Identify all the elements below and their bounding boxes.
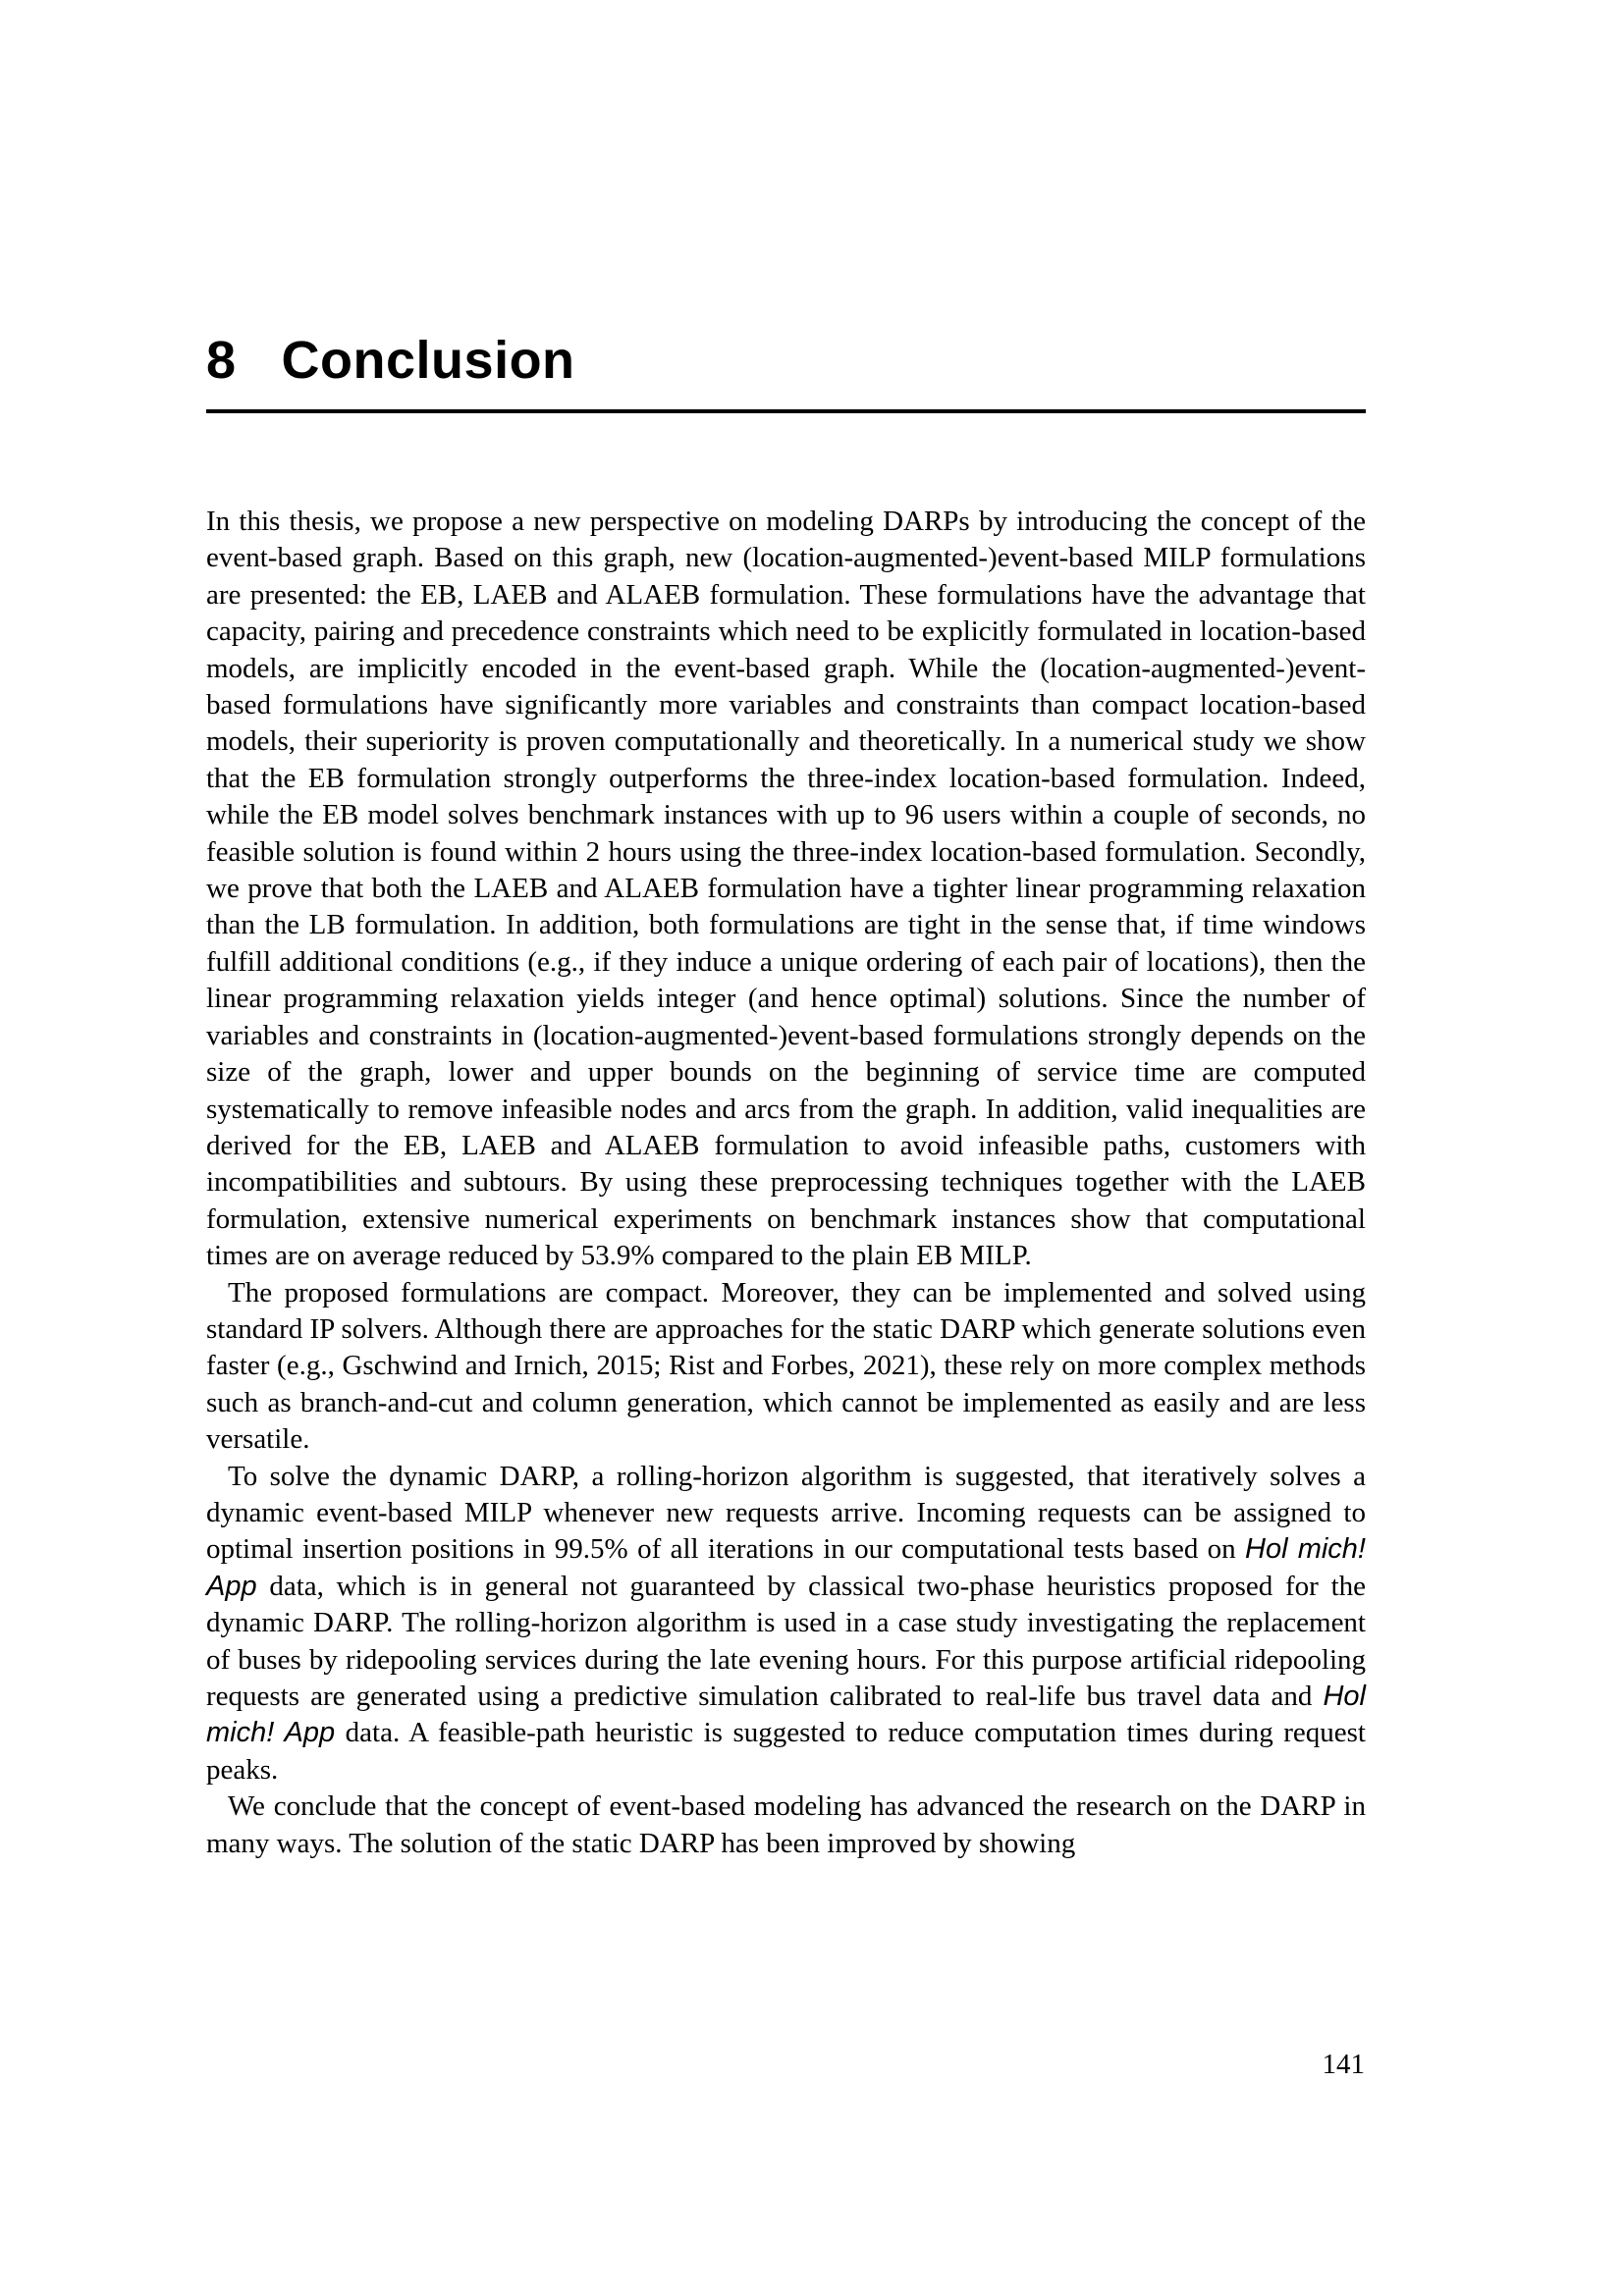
page-number: 141: [1322, 2049, 1365, 2080]
brand-name: Hol mich! App: [206, 1681, 1366, 1749]
chapter-body: [206, 504, 1366, 1862]
chapter-number: 8: [206, 331, 237, 390]
paragraph: [206, 504, 1366, 1275]
paragraph-text: data, which is in general not guaranteed by classical two-phase heuristics proposed for the dynamic DARP. The rolling-horizon algorithm is used in a case study investigating the replacement of buses by ridepooling services during the late evening hours. For this purpose artificial ridepooling requests are generated using a predictive simulation calibrated to real-life bus travel data and: [206, 1570, 1366, 1712]
paragraph-text: To solve the dynamic DARP, a rolling-horizon algorithm is suggested, that iteratively solves a dynamic event-based MILP whenever new requests arrive. Incoming requests can be assigned to optimal insertion positions in 99.5% of all iterations in our computational tests based on: [206, 1460, 1366, 1566]
heading-rule-divider: [206, 409, 1366, 413]
paragraph-text: In this thesis, we propose a new perspective on modeling DARPs by introducing the concept of the event-based graph. Based on this graph, new (location-augmented-)event-based MILP formulations are presented: the EB, LAEB and ALAEB formulation. These formulations have the advantage that capacity, pairing and precedence constraints which need to be explicitly formulated in location-based models, are implicitly encoded in the event-based graph. While the (location-augmented-)event-based formulations have significantly more variables and constraints than compact location-based models, their superiority is proven computationally and theoretically. In a numerical study we show that the EB formulation strongly outperforms the three-index location-based formulation. Indeed, while the EB model solves benchmark instances with up to 96 users within a couple of seconds, no feasible solution is found within 2 hours using the three-index location-based formulation. Secondly, we prove that both the LAEB and ALAEB formulation have a tighter linear programming relaxation than the LB formulation. In addition, both formulations are tight in the sense that, if time windows fulfill additional conditions (e.g., if they induce a unique ordering of each pair of locations), then the linear programming relaxation yields integer (and hence optimal) solutions. Since the number of variables and constraints in (location-augmented-)event-based formulations strongly depends on the size of the graph, lower and upper bounds on the beginning of service time are computed systematically to remove infeasible nodes and arcs from the graph. In addition, valid inequalities are derived for the EB, LAEB and ALAEB formulation to avoid infeasible paths, customers with incompatibilities and subtours. By using these preprocessing techniques together with the LAEB formulation, extensive numerical experiments on benchmark instances show that computational times are on average reduced by 53.9% compared to the plain EB MILP.: [206, 506, 1366, 1272]
paragraph: [206, 1459, 1366, 1789]
brand-name: Hol mich! App: [206, 1533, 1366, 1602]
paragraph-text: data. A feasible-path heuristic is suggested to reduce computation times during request peaks.: [206, 1717, 1366, 1786]
paragraph: [206, 1789, 1366, 1862]
paragraph-text: The proposed formulations are compact. Moreover, they can be implemented and solved using standard IP solvers. Although there are approaches for the static DARP which generate solutions even faster (e.g., Gschwind and Irnich, 2015; Rist and Forbes, 2021), these rely on more complex methods such as branch-and-cut and column generation, which cannot be implemented as easily and are less versatile.: [206, 1276, 1366, 1456]
paragraph-text: We conclude that the concept of event-based modeling has advanced the research on the DARP in many ways. The solution of the static DARP has been improved by showing: [206, 1790, 1366, 1859]
paragraph: [206, 1275, 1366, 1459]
chapter-heading: [206, 332, 575, 389]
chapter-title: Conclusion: [281, 331, 575, 390]
